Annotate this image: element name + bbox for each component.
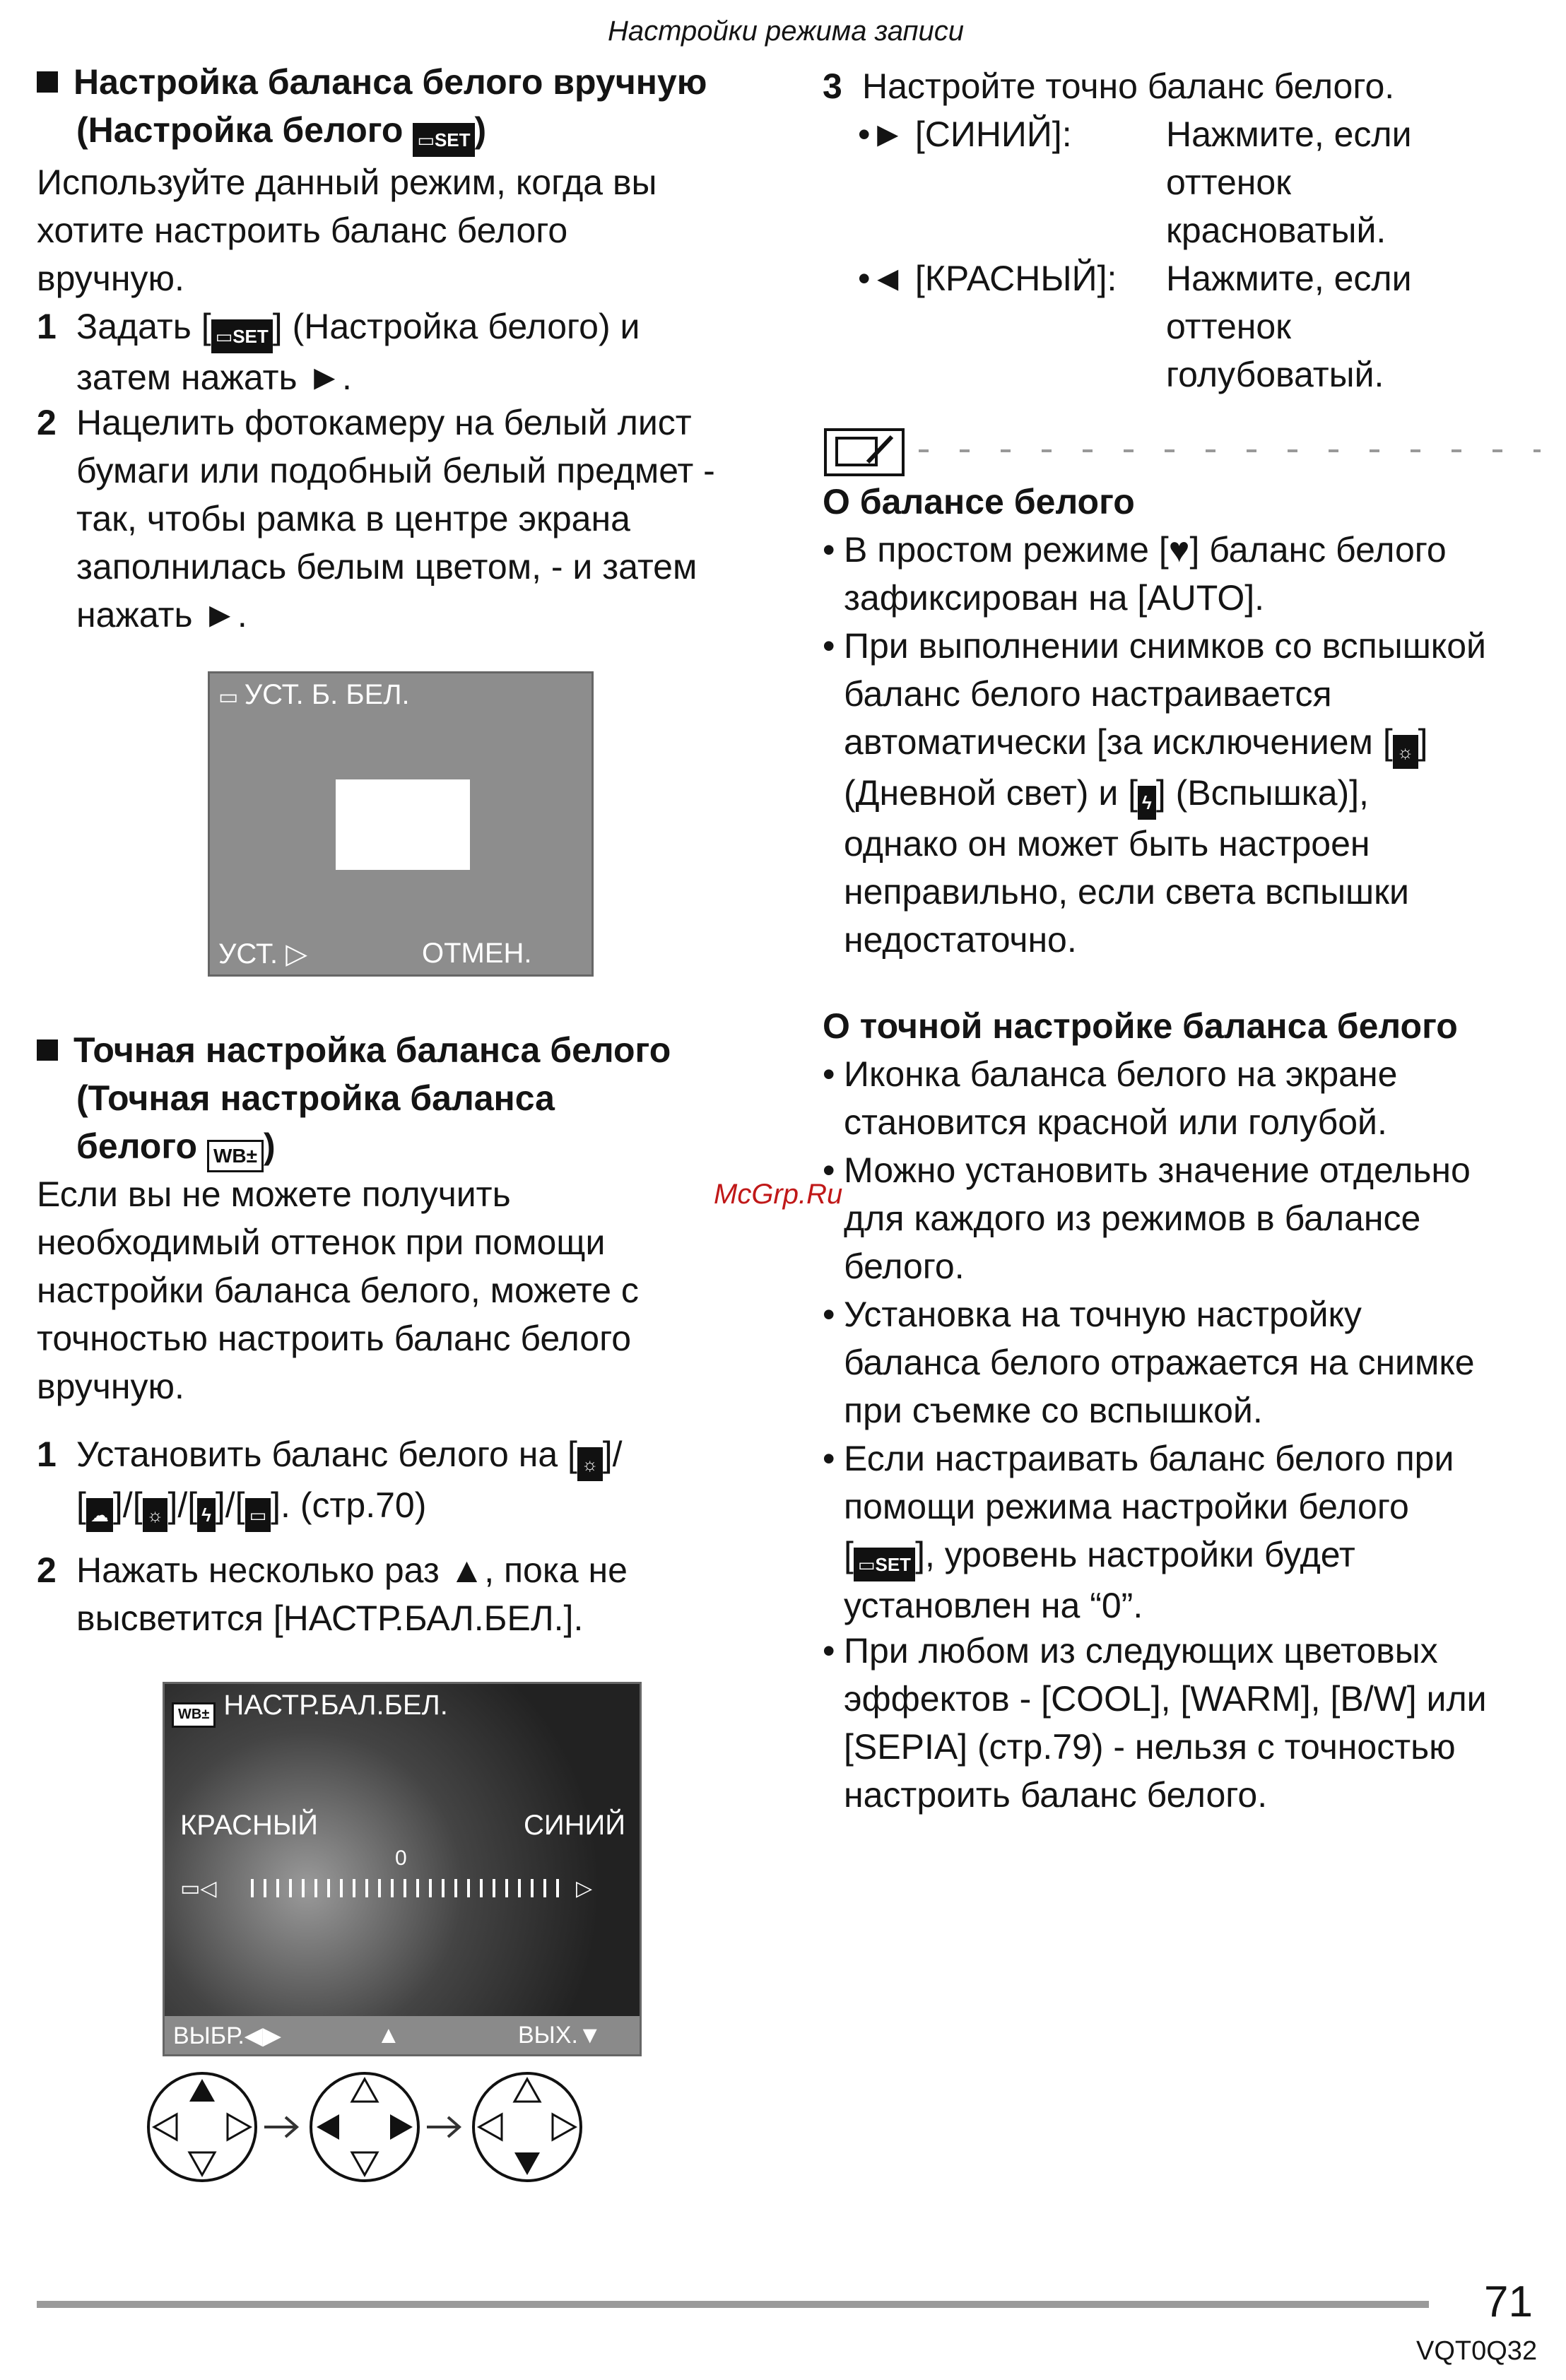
manual-step-1: 1 Задать [ ▭ SET ] (Настройка белого) и затем нажать ►.	[37, 307, 640, 397]
flash-wb-icon: ϟ	[197, 1498, 216, 1532]
screen-cancel-label: ОТМЕН.	[422, 938, 532, 969]
cursor-pad-up-icon	[148, 2073, 256, 2181]
fine-wb-heading: Точная настройка баланса белого	[37, 1026, 671, 1074]
about-wb-title: О балансе белого	[823, 482, 1135, 522]
manual-wb-heading: Настройка баланса белого вручную	[37, 58, 707, 106]
fine-bullet-1: • Иконка баланса белого на экране становится красной или голубой.	[823, 1054, 1398, 1142]
heart-icon: ♥	[1168, 530, 1190, 570]
screen-title: WB± НАСТР.БАЛ.БЕЛ.	[172, 1690, 448, 1728]
fine-wb-heading-sub2: белого WB± )	[76, 1122, 276, 1172]
dotted-divider	[919, 449, 1541, 452]
white-set-icon: ▭ SET	[854, 1548, 915, 1581]
square-bullet-icon	[37, 71, 58, 93]
red-desc: Нажмите, если оттенок голубоватый.	[1166, 259, 1412, 394]
about-wb-bullet-2: • При выполнении снимков со вспышкой баланс белого настраивается автоматически [за исключением [ ☼ ] (Дневной свет) и [ ϟ ] (Вспышка)], однако он может быть настроен неправильно, если света вспышки недостаточно.	[823, 626, 1486, 960]
camera-screen-fine-wb: WB± НАСТР.БАЛ.БЕЛ. КРАСНЫЙ СИНИЙ 0 ▭◁ ▷ ВЫБР.◀▶ ▲ ВЫХ.▼	[163, 1682, 642, 2056]
camera-screen-white-set	[208, 671, 594, 977]
cursor-pad-left-right-icon	[311, 2073, 418, 2181]
cursor-pad-down-icon	[473, 2073, 581, 2181]
white-frame	[336, 779, 470, 870]
footer-rule	[37, 2301, 1429, 2308]
sun-icon: ☼	[577, 1447, 603, 1481]
fine-wb-intro: Если вы не можете получить необходимый оттенок при помощи настройки баланса белого, можете с точностью настроить баланс белого вручную.	[37, 1174, 639, 1406]
fine-wb-heading-sub: (Точная настройка баланса	[76, 1078, 555, 1118]
fine-bullet-3: • Установка на точную настройку баланса белого отражается на снимке при съемке со вспышкой.	[823, 1295, 1475, 1430]
fine-bullet-2: • Можно установить значение отдельно для каждого из режимов в балансе белого.	[823, 1150, 1471, 1286]
manual-wb-intro: Используйте данный режим, когда вы хотите настроить баланс белого вручную.	[37, 163, 657, 298]
fine-bullet-4: • Если настраивать баланс белого при помощи режима настройки белого [ ▭ SET ], уровень настройки будет установлен на “0”.	[823, 1439, 1454, 1625]
red-key: •◄ [КРАСНЫЙ]:	[858, 259, 1117, 298]
sun-icon: ☼	[1393, 735, 1418, 769]
white-set-icon: ▭ SET	[413, 123, 474, 157]
square-bullet-icon	[37, 1039, 58, 1061]
zero-label: 0	[395, 1846, 407, 1870]
about-wb-bullet-1: • В простом режиме [♥] баланс белого зафиксирован на [AUTO].	[823, 530, 1447, 618]
screen-set-label: УСТ. ▷	[218, 938, 307, 970]
manual-wb-heading-sub: (Настройка белого ▭ SET )	[76, 106, 486, 157]
arrow-right-icon	[264, 2117, 297, 2137]
fine-bullet-5: • При любом из следующих цветовых эффектов - [COOL], [WARM], [B/W] или [SEPIA] (стр.79) - нельзя с точностью настроить баланс белого.	[823, 1631, 1487, 1815]
page-number: 71	[1484, 2278, 1533, 2326]
fine-step-2: 2 Нажать несколько раз ▲, пока не высветится [НАСТР.БАЛ.БЕЛ.].	[37, 1550, 628, 1638]
scale-left-icon: ▭◁	[180, 1877, 217, 1900]
shade-icon: ☼	[143, 1498, 168, 1532]
flash-wb-icon: ϟ	[1138, 786, 1156, 820]
red-label: КРАСНЫЙ	[180, 1810, 319, 1841]
white-set-icon: ▭ SET	[211, 319, 273, 353]
note-icon	[824, 428, 905, 476]
fine-about-title: О точной настройке баланса белого	[823, 1006, 1458, 1046]
blue-label: СИНИЙ	[524, 1810, 626, 1841]
manual-step-2: 2 Нацелить фотокамеру на белый лист бумаги или подобный белый предмет - так, чтобы рамка в центре экрана заполнилась белым цветом, - и затем нажать ►.	[37, 403, 715, 635]
scale-ticks	[251, 1879, 562, 1897]
white-set-icon: ▭	[245, 1498, 271, 1532]
watermark: McGrp.Ru	[714, 1179, 843, 1210]
cursor-button-diagram	[139, 2070, 633, 2184]
arrow-right-icon	[427, 2117, 459, 2137]
scale-right-arrow: ▷	[576, 1877, 593, 1900]
document-code: VQT0Q32	[1416, 2336, 1538, 2366]
wb-fine-scale	[180, 1873, 611, 1902]
running-header: Настройки режима записи	[608, 16, 965, 47]
step-3: 3 Настройте точно баланс белого.	[823, 66, 1395, 106]
blue-key: •► [СИНИЙ]:	[858, 114, 1072, 154]
wb-fine-icon: WB±	[207, 1140, 264, 1172]
screen-title: ▭ УСТ. Б. БЕЛ.	[218, 679, 410, 710]
blue-desc: Нажмите, если оттенок красноватый.	[1166, 114, 1412, 250]
cloud-icon: ☁	[86, 1498, 113, 1532]
fine-step-1: 1 Установить баланс белого на [ ☼ ]/ [ ☁ ]/[ ☼ ]/[ ϟ ]/[ ▭ ]. (стр.70)	[37, 1430, 623, 1532]
